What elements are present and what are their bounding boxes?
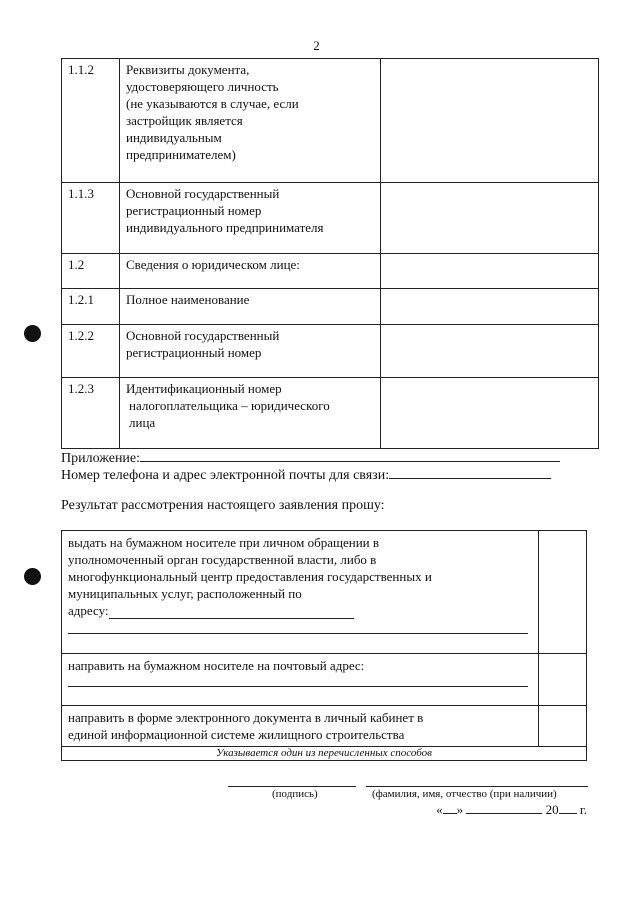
option-checkbox-cell[interactable] xyxy=(539,531,587,654)
date-day-field[interactable] xyxy=(443,802,457,814)
row-value-cell[interactable] xyxy=(381,254,599,289)
date-line: « » 20 г. xyxy=(436,802,587,817)
option-paper-by-mail: направить на бумажном носителе на почтовый адрес: xyxy=(62,654,539,706)
punch-hole-mark xyxy=(24,568,41,585)
fullname-caption: (фамилия, имя, отчество (при наличии) xyxy=(372,788,557,800)
row-value-cell[interactable] xyxy=(381,378,599,449)
option-electronic: направить в форме электронного документа в личный кабинет в единой информационной системе жилищного строительства xyxy=(62,706,539,747)
contact-line xyxy=(61,466,551,484)
footnote: Указывается один из перечисленных способов xyxy=(62,747,587,761)
address-field-continued[interactable] xyxy=(68,623,528,634)
row-label: Реквизиты документа, удостоверяющего личность (не указываются в случае, если застройщик является индивидуальным предпринимателем) xyxy=(120,59,381,183)
row-label: Идентификационный номер налогоплательщика – юридического лица xyxy=(120,378,381,449)
attachment-field[interactable] xyxy=(140,449,560,462)
table-row xyxy=(62,747,587,761)
postal-address-field[interactable] xyxy=(68,676,528,687)
row-value-cell[interactable] xyxy=(381,59,599,183)
option-checkbox-cell[interactable] xyxy=(539,654,587,706)
option-checkbox-cell[interactable] xyxy=(539,706,587,747)
page-number: 2 xyxy=(313,38,320,53)
table-row xyxy=(62,183,599,254)
applicant-details-table xyxy=(61,58,599,449)
row-label: Сведения о юридическом лице: xyxy=(120,254,381,289)
row-number: 1.2 xyxy=(62,254,120,289)
date-month-field[interactable] xyxy=(466,802,542,814)
row-label: Основной государственный регистрационный номер xyxy=(120,325,381,378)
attachment-label: Приложение: xyxy=(61,451,141,466)
row-number: 1.2.3 xyxy=(62,378,120,449)
row-number: 1.2.1 xyxy=(62,289,120,325)
signature-line[interactable] xyxy=(228,786,356,787)
option-paper-in-person: выдать на бумажном носителе при личном обращении в уполномоченный орган государственной власти, либо в многофункциональный центр предоставления государственных и муниципальных услуг, расположенный по адресу: xyxy=(62,531,539,654)
address-field[interactable] xyxy=(109,608,354,619)
row-value-cell[interactable] xyxy=(381,183,599,254)
table-row xyxy=(62,706,587,747)
date-year-field[interactable] xyxy=(559,802,577,814)
row-number: 1.2.2 xyxy=(62,325,120,378)
contact-field[interactable] xyxy=(389,466,551,479)
row-value-cell[interactable] xyxy=(381,289,599,325)
row-label: Полное наименование xyxy=(120,289,381,325)
result-delivery-table xyxy=(61,530,587,761)
table-row xyxy=(62,378,599,449)
row-number: 1.1.3 xyxy=(62,183,120,254)
punch-hole-mark xyxy=(24,325,41,342)
result-intro: Результат рассмотрения настоящего заявления прошу: xyxy=(61,498,385,513)
fullname-line[interactable] xyxy=(366,786,588,787)
row-value-cell[interactable] xyxy=(381,325,599,378)
table-row xyxy=(62,59,599,183)
signature-caption: (подпись) xyxy=(272,788,318,800)
row-number: 1.1.2 xyxy=(62,59,120,183)
table-row xyxy=(62,325,599,378)
attachment-line xyxy=(61,449,560,467)
address-label: адресу: xyxy=(68,603,109,618)
table-row xyxy=(62,531,587,654)
contact-label: Номер телефона и адрес электронной почты для связи: xyxy=(61,468,390,483)
table-row xyxy=(62,654,587,706)
table-row xyxy=(62,254,599,289)
table-row xyxy=(62,289,599,325)
row-label: Основной государственный регистрационный номер индивидуального предпринимателя xyxy=(120,183,381,254)
